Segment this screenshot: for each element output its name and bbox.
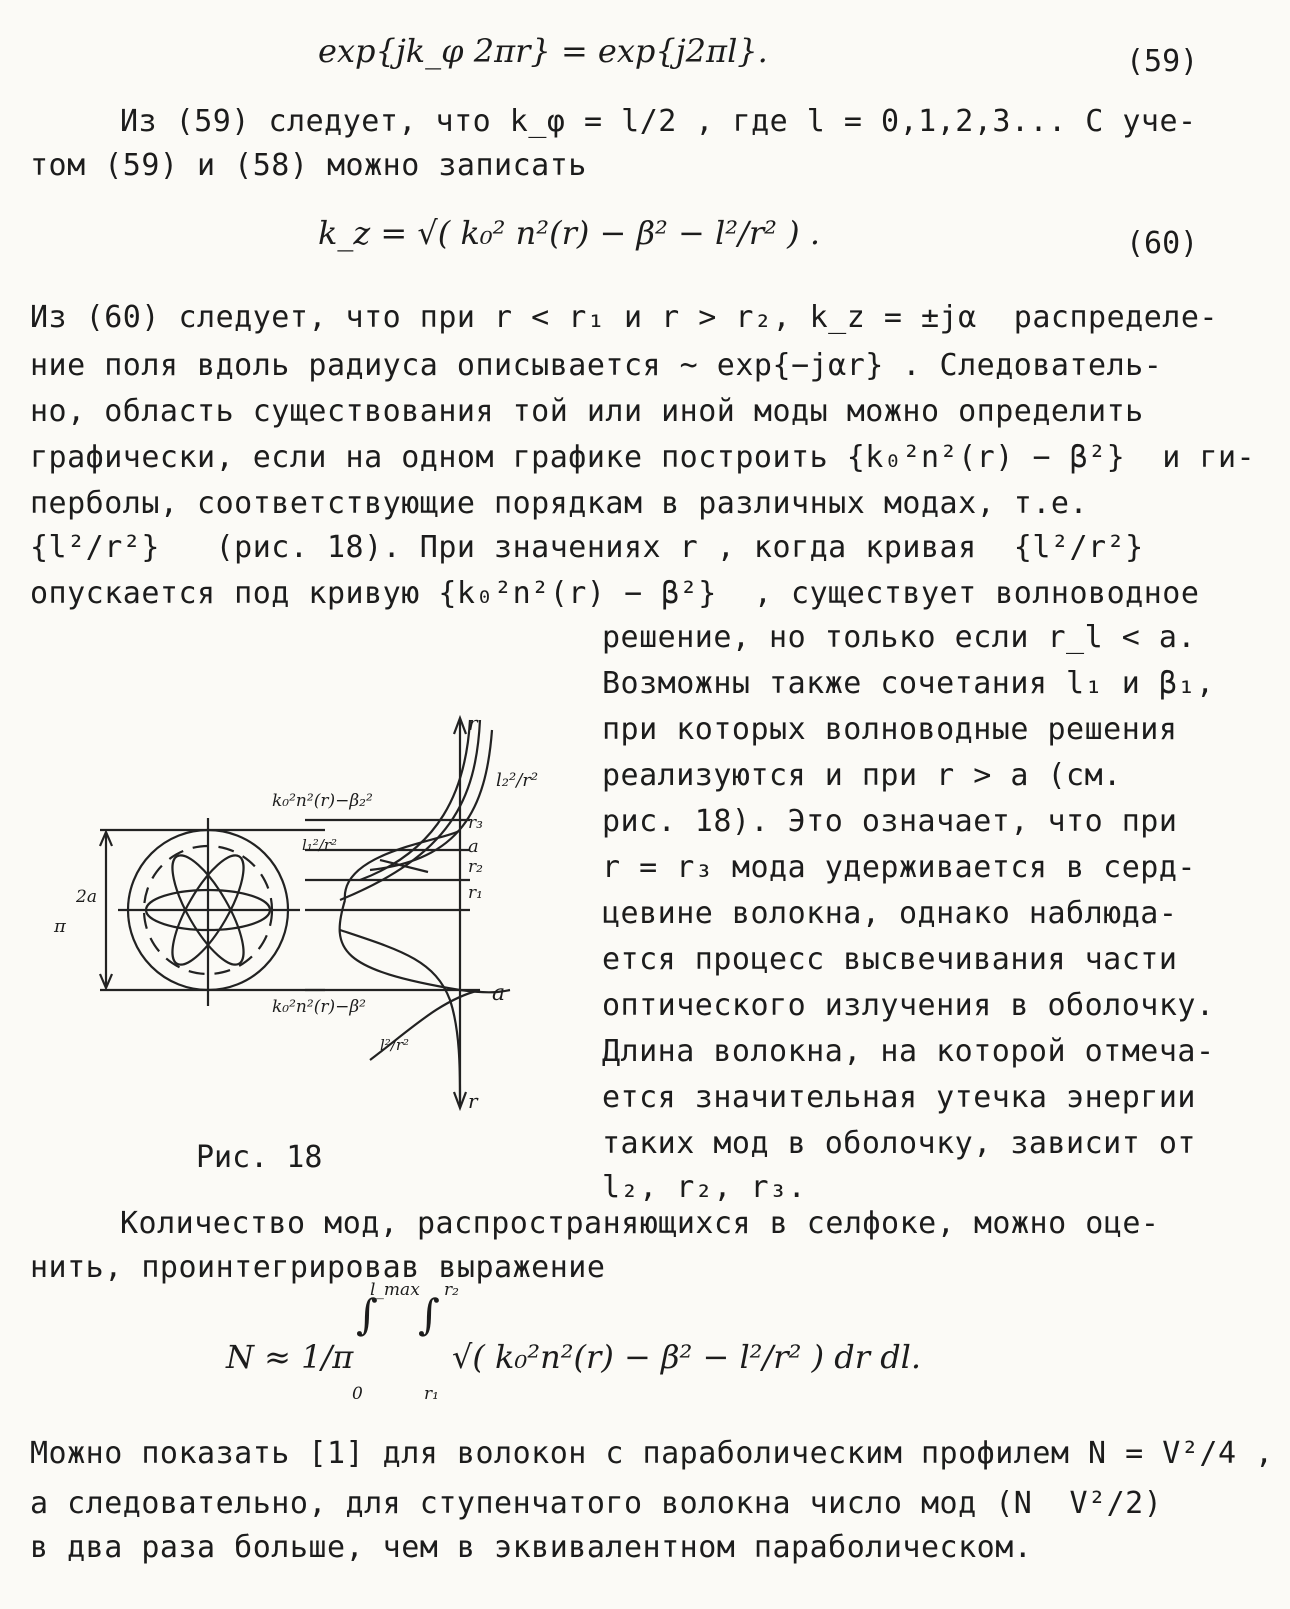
integral-upper-inner: r₂ xyxy=(444,1280,459,1300)
text-line: перболы, соответствующие порядкам в различных модах, т.е. xyxy=(30,486,1089,521)
integral-sign-inner: ∫ xyxy=(418,1290,440,1339)
text-line: но, область существования той или иной моды можно определить xyxy=(30,394,1144,429)
label-hyperbola-left: l₁²/r² xyxy=(302,836,338,854)
label-curve-lower: k₀²n²(r)−β² xyxy=(272,997,366,1017)
text-line: {l²/r²} (рис. 18). При значениях r , когда кривая {l²/r²} xyxy=(30,530,1144,565)
figure-caption: Рис. 18 xyxy=(196,1140,323,1175)
text-line: графически, если на одном графике построить {k₀²n²(r) − β²} и ги- xyxy=(30,440,1256,475)
text-line: нить, проинтегрировав выражение xyxy=(30,1250,606,1285)
integral-sign-outer: ∫ xyxy=(356,1290,378,1339)
integrand: √( k₀²n²(r) − β² − l²/r² ) dr dl. xyxy=(452,1338,922,1376)
text-line: а следовательно, для ступенчатого волокна число мод (N V²/2) xyxy=(30,1486,1163,1521)
text-line: l₂, r₂, r₃. xyxy=(602,1170,807,1205)
text-line: рис. 18). Это означает, что при xyxy=(602,804,1178,839)
label-pi: π xyxy=(54,916,66,937)
label-r3: r₃ xyxy=(468,813,483,833)
text-line: решение, но только если r_l < a. xyxy=(602,620,1196,655)
text-line: ется значительная утечка энергии xyxy=(602,1080,1196,1115)
text-line: Количество мод, распространяющихся в селфоке, можно оце- xyxy=(120,1206,1160,1241)
text-line: ется процесс высвечивания части xyxy=(602,942,1178,977)
text-line: r = r₃ мода удерживается в серд- xyxy=(602,850,1196,885)
label-r1: r₁ xyxy=(468,883,483,903)
label-a-bottom: a xyxy=(492,981,506,1006)
text-line: опускается под кривую {k₀²n²(r) − β²} , существует волноводное xyxy=(30,576,1200,611)
pointer-line xyxy=(380,860,428,872)
integral-lower-outer: 0 xyxy=(352,1384,363,1404)
integral-upper-outer: l_max xyxy=(370,1280,420,1300)
label-two-a: 2a xyxy=(76,887,97,907)
text-line: при которых волноводные решения xyxy=(602,712,1178,747)
text-line: том (59) и (58) можно записать xyxy=(30,148,587,183)
label-curve-upper: k₀²n²(r)−β₂² xyxy=(272,791,373,811)
label-hyperbola-right: l₂²/r² xyxy=(496,770,539,791)
text-line: Можно показать [1] для волокон с параболическим профилем N = V²/4 , xyxy=(30,1436,1274,1471)
label-hyperbola-bottom: l²/r² xyxy=(380,1036,410,1054)
text-line: таких мод в оболочку, зависит от xyxy=(602,1126,1196,1161)
equation-59: exp{jk_φ 2πr} = exp{j2πl}. xyxy=(318,32,768,70)
figure-18 xyxy=(40,700,600,1130)
text-line: Длина волокна, на которой отмеча- xyxy=(602,1034,1215,1069)
label-r-bottom: r xyxy=(468,1089,478,1113)
text-line: Из (60) следует, что при r < r₁ и r > r₂, k_z = ±jα распределе- xyxy=(30,300,1218,335)
text-line: Из (59) следует, что k_φ = l/2 , где l = 0,1,2,3... С уче- xyxy=(120,104,1197,139)
text-line: Возможны также сочетания l₁ и β₁, xyxy=(602,666,1215,701)
equation-number-60: (60) xyxy=(1126,226,1199,261)
equation-number-59: (59) xyxy=(1126,44,1199,79)
text-line: в два раза больше, чем в эквивалентном параболическом. xyxy=(30,1530,1033,1565)
integral-lower-inner: r₁ xyxy=(424,1384,439,1404)
profile-curve-lower xyxy=(340,900,510,992)
text-line: оптического излучения в оболочку. xyxy=(602,988,1215,1023)
text-line: реализуются и при r > a (см. xyxy=(602,758,1122,793)
label-a-top: a xyxy=(468,836,479,857)
text-line: цевине волокна, однако наблюда- xyxy=(602,896,1178,931)
equation-60: k_z = √( k₀² n²(r) − β² − l²/r² ) . xyxy=(318,214,820,252)
curve-upper xyxy=(360,720,470,880)
label-r-top: r xyxy=(468,711,478,735)
label-r2: r₂ xyxy=(468,857,483,877)
text-line: ние поля вдоль радиуса описывается ~ exp{−jαr} . Следователь- xyxy=(30,348,1163,383)
equation-prefix: N ≈ 1/π xyxy=(226,1338,354,1376)
